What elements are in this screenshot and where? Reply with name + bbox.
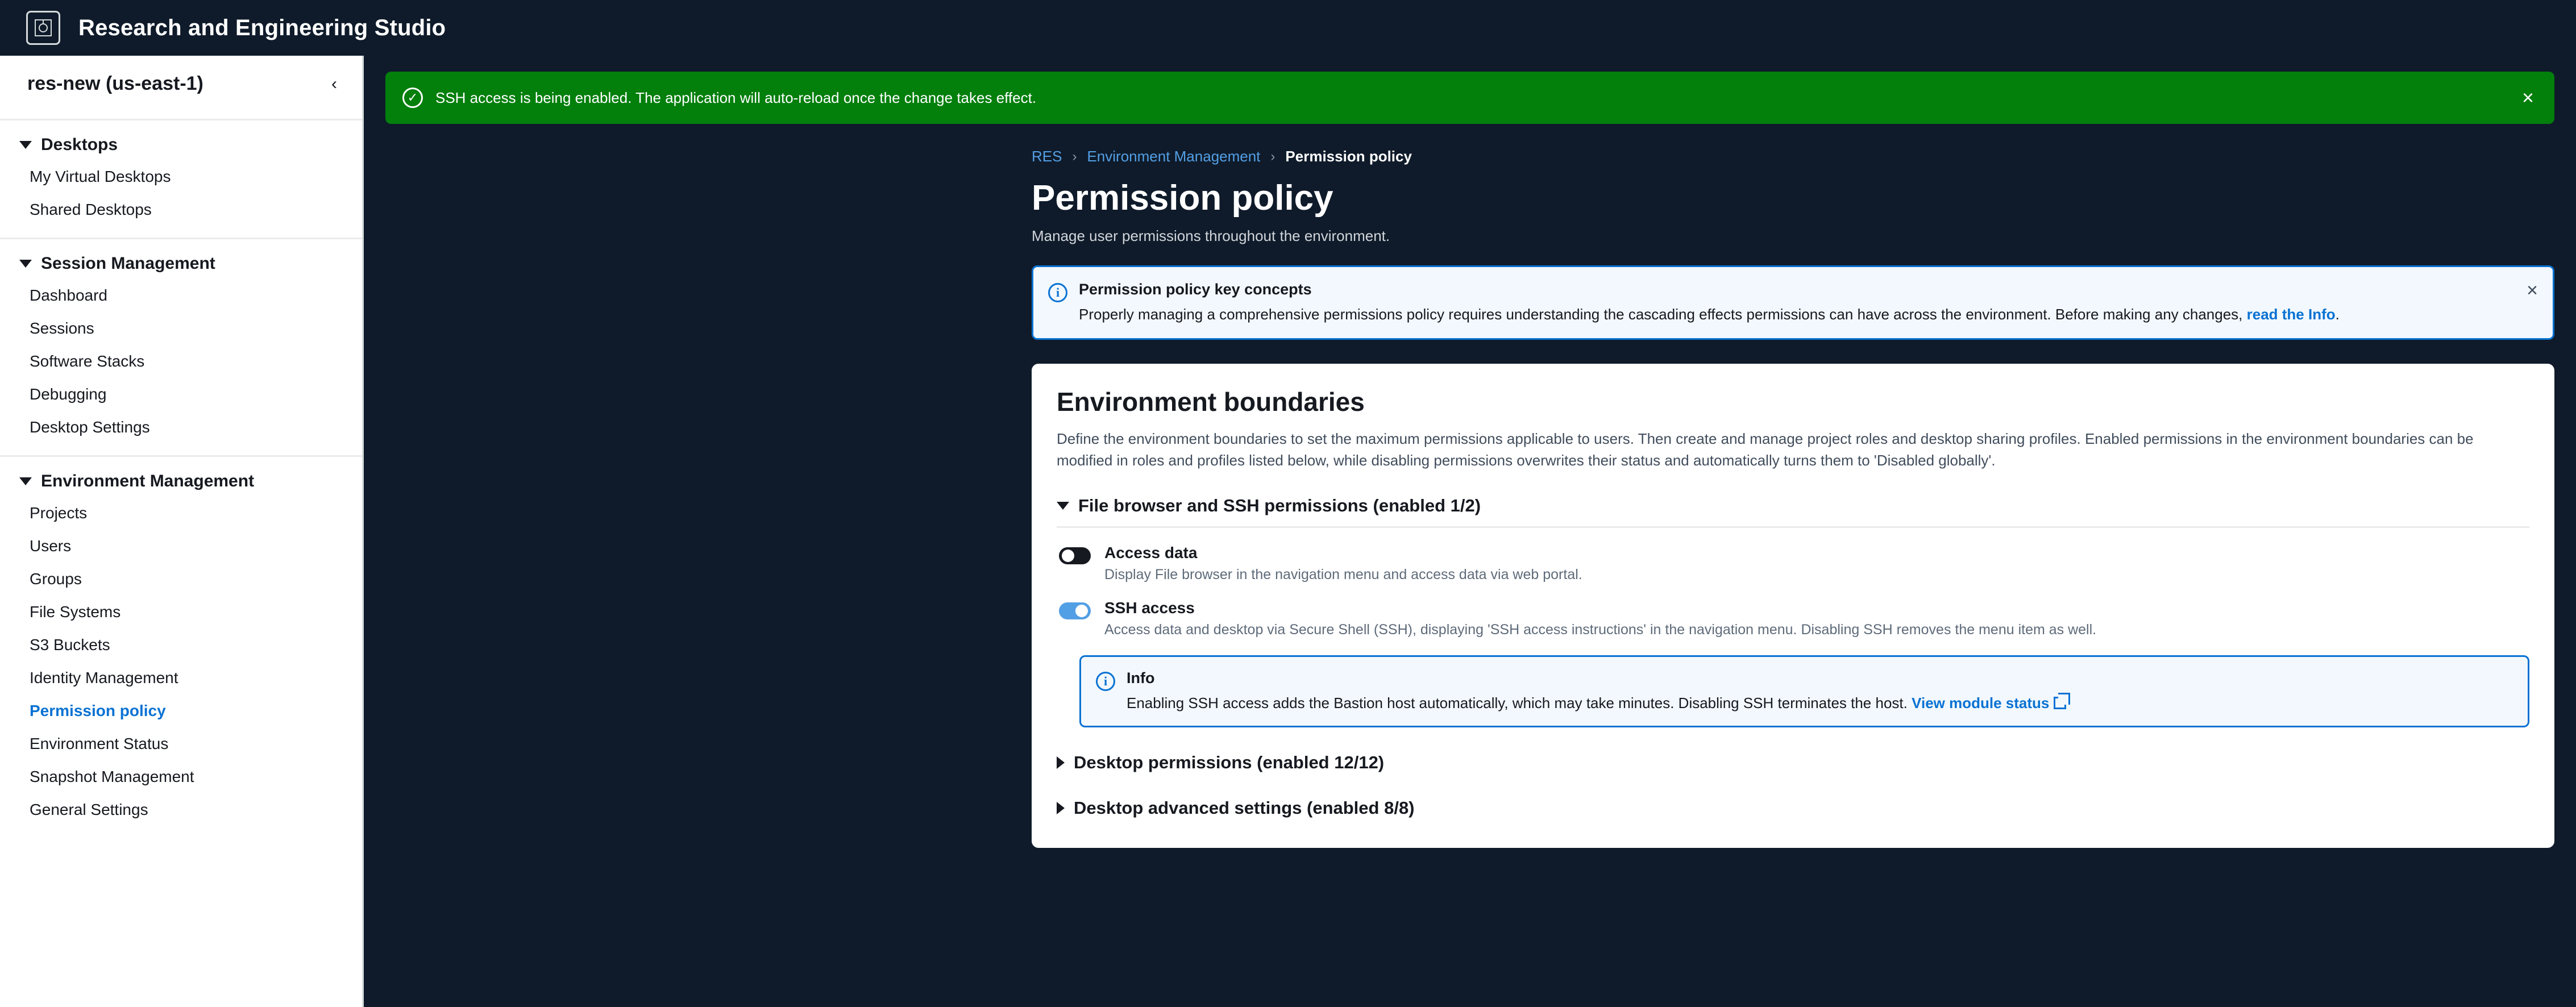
- info-alert-text: [1079, 304, 2506, 324]
- top-bar: [0, 0, 2576, 56]
- section-header-file-browser-ssh[interactable]: [1057, 496, 2529, 516]
- info-circle-icon: i: [1048, 283, 1067, 302]
- toggle-row-access-data: [1057, 544, 2529, 583]
- success-check-icon: ✓: [402, 88, 423, 108]
- sidebar-item-environment-status[interactable]: Environment Status: [30, 735, 169, 752]
- section-header-desktop-permissions[interactable]: [1057, 752, 2529, 773]
- ssh-info-body: Enabling SSH access adds the Bastion host automatically, which may take minutes. Disabling SSH terminates the host.: [1127, 694, 1912, 711]
- sidebar-section-header-desktops[interactable]: [0, 135, 362, 160]
- sidebar-item-desktop-settings[interactable]: Desktop Settings: [30, 418, 150, 436]
- caret-right-icon: [1057, 756, 1065, 769]
- sidebar-item-groups[interactable]: Groups: [30, 570, 82, 588]
- sidebar-section-label: Desktops: [41, 135, 118, 154]
- info-alert-period: .: [2335, 306, 2340, 323]
- caret-down-icon: [19, 477, 32, 485]
- ssh-access-label: SSH access: [1104, 598, 1195, 617]
- app-title: Research and Engineering Studio: [78, 15, 446, 40]
- section-header-label: File browser and SSH permissions (enabled 1/2): [1078, 495, 1481, 515]
- sidebar-item-snapshot-management[interactable]: Snapshot Management: [30, 768, 194, 785]
- flash-message: SSH access is being enabled. The application will auto-reload once the change takes effect.: [435, 89, 1037, 106]
- breadcrumb-item-res[interactable]: RES: [1032, 148, 1062, 165]
- chevron-right-icon: ›: [1270, 148, 1275, 164]
- card-title: Environment boundaries: [1057, 387, 1365, 417]
- caret-down-icon: [19, 260, 32, 268]
- ssh-info-text: [1127, 693, 2513, 713]
- card-description: Define the environment boundaries to set the maximum permissions applicable to users. Then create and manage project roles and desktop sharing profiles. Enabled permissions in the environment boundaries can be modified in roles and profiles listed below, while disabling permissions overwrites their status and automatically turns them to 'Disabled globally'.: [1057, 430, 2474, 469]
- section-header-desktop-advanced-settings[interactable]: [1057, 798, 2529, 818]
- sidebar-section-session-management: [0, 239, 362, 447]
- sidebar-item-software-stacks[interactable]: Software Stacks: [30, 352, 145, 370]
- main-content: [364, 56, 2576, 1007]
- sidebar-item-shared-desktops[interactable]: Shared Desktops: [30, 201, 152, 218]
- sidebar-section-environment-management: [0, 457, 362, 830]
- sidebar-item-file-systems[interactable]: File Systems: [30, 603, 121, 621]
- sidebar-item-general-settings[interactable]: General Settings: [30, 801, 148, 818]
- studio-logo-icon: [26, 11, 60, 45]
- page-title: Permission policy: [1032, 178, 1333, 218]
- sidebar: [0, 56, 364, 1007]
- section-header-label: Desktop advanced settings (enabled 8/8): [1074, 798, 1415, 818]
- sidebar-item-permission-policy[interactable]: Permission policy: [30, 702, 166, 719]
- info-alert-title: Permission policy key concepts: [1079, 281, 1312, 298]
- page-subtitle: Manage user permissions throughout the environment.: [1032, 227, 1390, 244]
- info-circle-icon: i: [1096, 672, 1115, 691]
- close-icon[interactable]: ×: [2521, 86, 2534, 109]
- breadcrumb-item-environment-management[interactable]: Environment Management: [1087, 148, 1261, 165]
- close-icon[interactable]: ×: [2527, 280, 2538, 301]
- sidebar-section-label: Session Management: [41, 254, 215, 273]
- sidebar-section-header-environment-management[interactable]: [0, 472, 362, 497]
- external-link-icon: [2054, 697, 2066, 709]
- sidebar-item-my-virtual-desktops[interactable]: My Virtual Desktops: [30, 168, 171, 185]
- access-data-description: Display File browser in the navigation menu and access data via web portal.: [1104, 566, 1582, 582]
- caret-down-icon: [1057, 502, 1069, 510]
- sidebar-section-label: Environment Management: [41, 472, 255, 490]
- sidebar-environment-label: res-new (us-east-1): [27, 73, 203, 94]
- access-data-label: Access data: [1104, 543, 1198, 561]
- sidebar-item-sessions[interactable]: Sessions: [30, 319, 94, 337]
- sidebar-item-dashboard[interactable]: Dashboard: [30, 286, 107, 304]
- ssh-access-description: Access data and desktop via Secure Shell (SSH), displaying 'SSH access instructions' in the navigation menu. Disabling SSH removes the menu item as well.: [1104, 621, 2097, 638]
- chevron-left-icon[interactable]: ‹: [331, 74, 337, 93]
- ssh-access-toggle[interactable]: [1059, 602, 1091, 619]
- sidebar-item-identity-management[interactable]: Identity Management: [30, 669, 178, 686]
- view-module-status-link[interactable]: View module status: [1912, 694, 2050, 711]
- divider: [1057, 526, 2529, 528]
- sidebar-item-users[interactable]: Users: [30, 537, 72, 555]
- breadcrumb-current: Permission policy: [1285, 148, 1412, 165]
- ssh-info-title: Info: [1127, 669, 1155, 686]
- flash-notification: [385, 72, 2554, 124]
- caret-right-icon: [1057, 802, 1065, 814]
- info-alert-body: Properly managing a comprehensive permissions policy requires understanding the cascading effects permissions can have across the environment. Before making any changes,: [1079, 306, 2247, 323]
- read-the-info-link[interactable]: read the Info: [2246, 306, 2336, 323]
- sidebar-item-projects[interactable]: Projects: [30, 504, 88, 522]
- sidebar-item-s3-buckets[interactable]: S3 Buckets: [30, 636, 110, 654]
- chevron-right-icon: ›: [1072, 148, 1077, 164]
- sidebar-item-debugging[interactable]: Debugging: [30, 385, 107, 403]
- toggle-row-ssh-access: [1057, 599, 2529, 638]
- sidebar-header: [0, 56, 362, 111]
- breadcrumb: [1032, 124, 2576, 165]
- ssh-info-box: [1079, 655, 2529, 727]
- access-data-toggle[interactable]: [1059, 547, 1091, 564]
- info-alert: [1032, 265, 2554, 340]
- section-header-label: Desktop permissions (enabled 12/12): [1074, 752, 1385, 773]
- sidebar-section-desktops: [0, 120, 362, 230]
- sidebar-section-header-session-management[interactable]: [0, 254, 362, 279]
- environment-boundaries-card: [1032, 364, 2554, 848]
- caret-down-icon: [19, 141, 32, 149]
